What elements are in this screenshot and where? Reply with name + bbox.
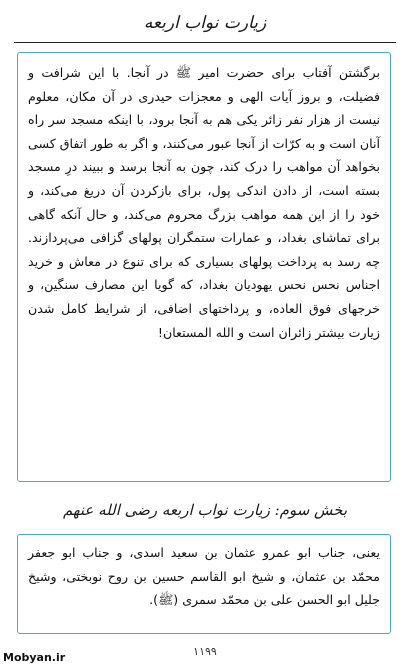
section-heading: بخش سوم: زیارت نواب اربعه رضی الله عنهم bbox=[62, 501, 348, 519]
running-title: زیارت نواب اربعه bbox=[143, 13, 267, 33]
second-text-box bbox=[17, 534, 391, 634]
second-paragraph: یعنی، جناب ابو عمرو عثمان بن سعید اسدی، و جناب ابو جعفر محمّد بن عثمان، و شیخ ابو القاسم حسین بن روح نوبختی، وشیخ جلیل ابو الحسن علی بن محمّد سمری (ﷺ). bbox=[28, 545, 380, 608]
header-rule bbox=[14, 42, 396, 43]
page-header bbox=[14, 10, 396, 44]
site-watermark: Mobyan.ir bbox=[3, 651, 66, 664]
page-number: ۱۱۹۹ bbox=[193, 645, 217, 658]
main-text-box bbox=[17, 52, 391, 482]
main-paragraph: برگشتن آفتاب برای حضرت امیر ﷺ در آنجا. با این شرافت و فضیلت، و بروز آیات الهی و معجزات حیدری در آن مکان، معلوم نیست از هزار نفر زائر یکی هم به آنجا برود، با اینکه مسجد سر راه آنان است و به کرّات از آنجا عبور می‌کنند، و اگر به طور اتفاق کسی بخواهد آن مواهب را درک کند، چون به آنجا برسد و ببیند درِ مسجد بسته است، از دادن اندکی پول، برای بازکردن آن دریغ می‌کند، و خود را از این همه مواهب بزرگ محروم می‌کند، و حال آنکه گاهی برای تماشای بغداد، و عمارات ستمگران پولهای گزافی می‌پردازند. چه رسد به پرداخت پولهای بسیاری که برای تنوع در معاش و خرید اجناس نحس نحس یهودیان بغداد، که گویا این مصارف سنگین، و خرجهای فوق العاده، و پرداختهای اضافی، از شرایط کامل شدن زیارت بیشتر زائران است و الله المستعان! bbox=[28, 65, 380, 340]
